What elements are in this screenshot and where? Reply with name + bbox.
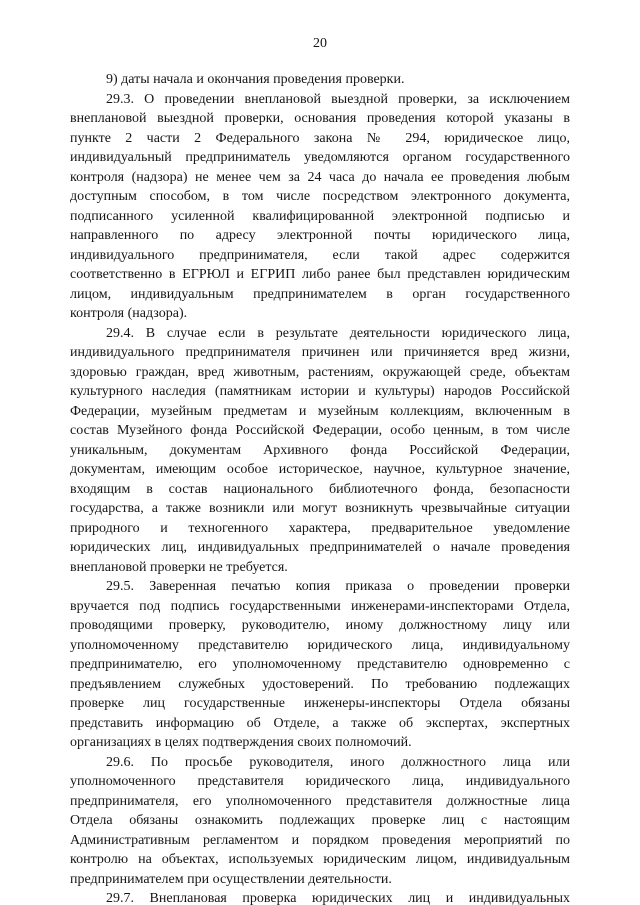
text-line: контроля (надзора) не менее чем за 24 часа до начала ее проведения любым [70, 169, 570, 185]
text-line: пункте 2 части 2 Федерального закона № 294, юридическое лицо, [70, 130, 570, 146]
text-line: соответственно в ЕГРЮЛ и ЕГРИП либо ранее был представлен юридическим [70, 267, 570, 282]
text-line: индивидуального предпринимателя, если такой адрес содержится [70, 247, 570, 263]
text-line: представить информацию об Отделе, а также об экспертах, экспертных [70, 715, 570, 731]
text-line: доступным способом, в том числе посредством электронного документа, [70, 189, 570, 204]
text-line: предпринимателя, его уполномоченного представителя должностные лица [70, 793, 570, 809]
text-line: контролю на объектах, используемых юридическим лицом, индивидуальным [70, 852, 570, 867]
text-line: 29.5. Заверенная печатью копия приказа о проведении проверки [106, 579, 570, 594]
text-line: вручается под подпись государственными инженерами-инспекторами Отдела, [70, 598, 570, 614]
text-line: культурного наследия (памятникам истории и культуры) народов Российской [70, 384, 570, 399]
text-line: уполномоченного представителя юридического лица, индивидуального [70, 774, 570, 789]
page-number: 20 [313, 36, 327, 51]
text-line: проверке лиц государственные инженеры-инспекторы Отдела обязаны [70, 696, 570, 711]
text-line: природного и техногенного характера, предварительное уведомление [70, 520, 570, 536]
text-line: 29.3. О проведении внеплановой выездной проверки, за исключением [106, 91, 570, 107]
text-line: предпринимателю, его уполномоченному представителю одновременно с [70, 657, 570, 672]
text-line: внеплановой выездной проверки, основания проведения которой указаны в [70, 111, 570, 126]
text-line: внеплановой проверки не требуется. [70, 559, 288, 575]
text-line: 9) даты начала и окончания проведения проверки. [106, 72, 405, 87]
text-line: входящим в состав национального библиотечного фонда, безопасности [70, 481, 570, 497]
text-line: предъявлением служебных удостоверений. По требованию подлежащих [70, 676, 570, 692]
text-line: 29.6. По просьбе руководителя, иного должностного лица или [106, 754, 570, 770]
text-line: здоровью граждан, вред животным, растениям, окружающей среде, объектам [70, 364, 570, 380]
text-line: индивидуальный предприниматель уведомляются органом государственного [70, 150, 570, 165]
text-line: 29.4. В случае если в результате деятельности юридического лица, [106, 325, 570, 341]
text-line: уникальным, документам Архивного фонда Российской Федерации, [70, 442, 570, 458]
text-line: индивидуального предпринимателя причинен или причиняется вред жизни, [70, 345, 570, 360]
text-line: Федерации, музейным предметам и музейным коллекциям, включенным в [70, 403, 570, 419]
text-line: Отдела обязаны ознакомить подлежащих проверке лиц с настоящим [70, 813, 570, 828]
text-line: подписанного усиленной квалифицированной электронной подписью и [70, 208, 570, 224]
text-line: состав Музейного фонда Российской Федерации, особо ценным, в том числе [70, 423, 570, 438]
text-line: 29.7. Внеплановая проверка юридических лиц и индивидуальных [106, 891, 570, 905]
text-line: контроля (надзора). [70, 306, 188, 321]
text-line: юридических лиц, индивидуальных предпринимателей о начале проведения [70, 540, 570, 555]
text-line: лицом, индивидуальным предпринимателем в орган государственного [70, 286, 570, 302]
text-line: направленного по адресу электронной почты юридического лица, [70, 228, 570, 243]
text-line: предпринимателем при осуществлении деятельности. [70, 871, 392, 887]
text-line: проводящими проверку, руководителю, иному должностному лицу или [70, 618, 570, 633]
text-line: документам, имеющим особое историческое, научное, культурное значение, [70, 462, 570, 477]
text-line: уполномоченному представителю юридического лица, индивидуальному [70, 637, 570, 653]
text-line: Административным регламентом и порядком проведения мероприятий по [70, 832, 570, 848]
text-line: организациях в целях подтверждения своих полномочий. [70, 735, 412, 750]
text-line: государства, а также возникли или могут возникнуть чрезвычайные ситуации [70, 501, 570, 516]
